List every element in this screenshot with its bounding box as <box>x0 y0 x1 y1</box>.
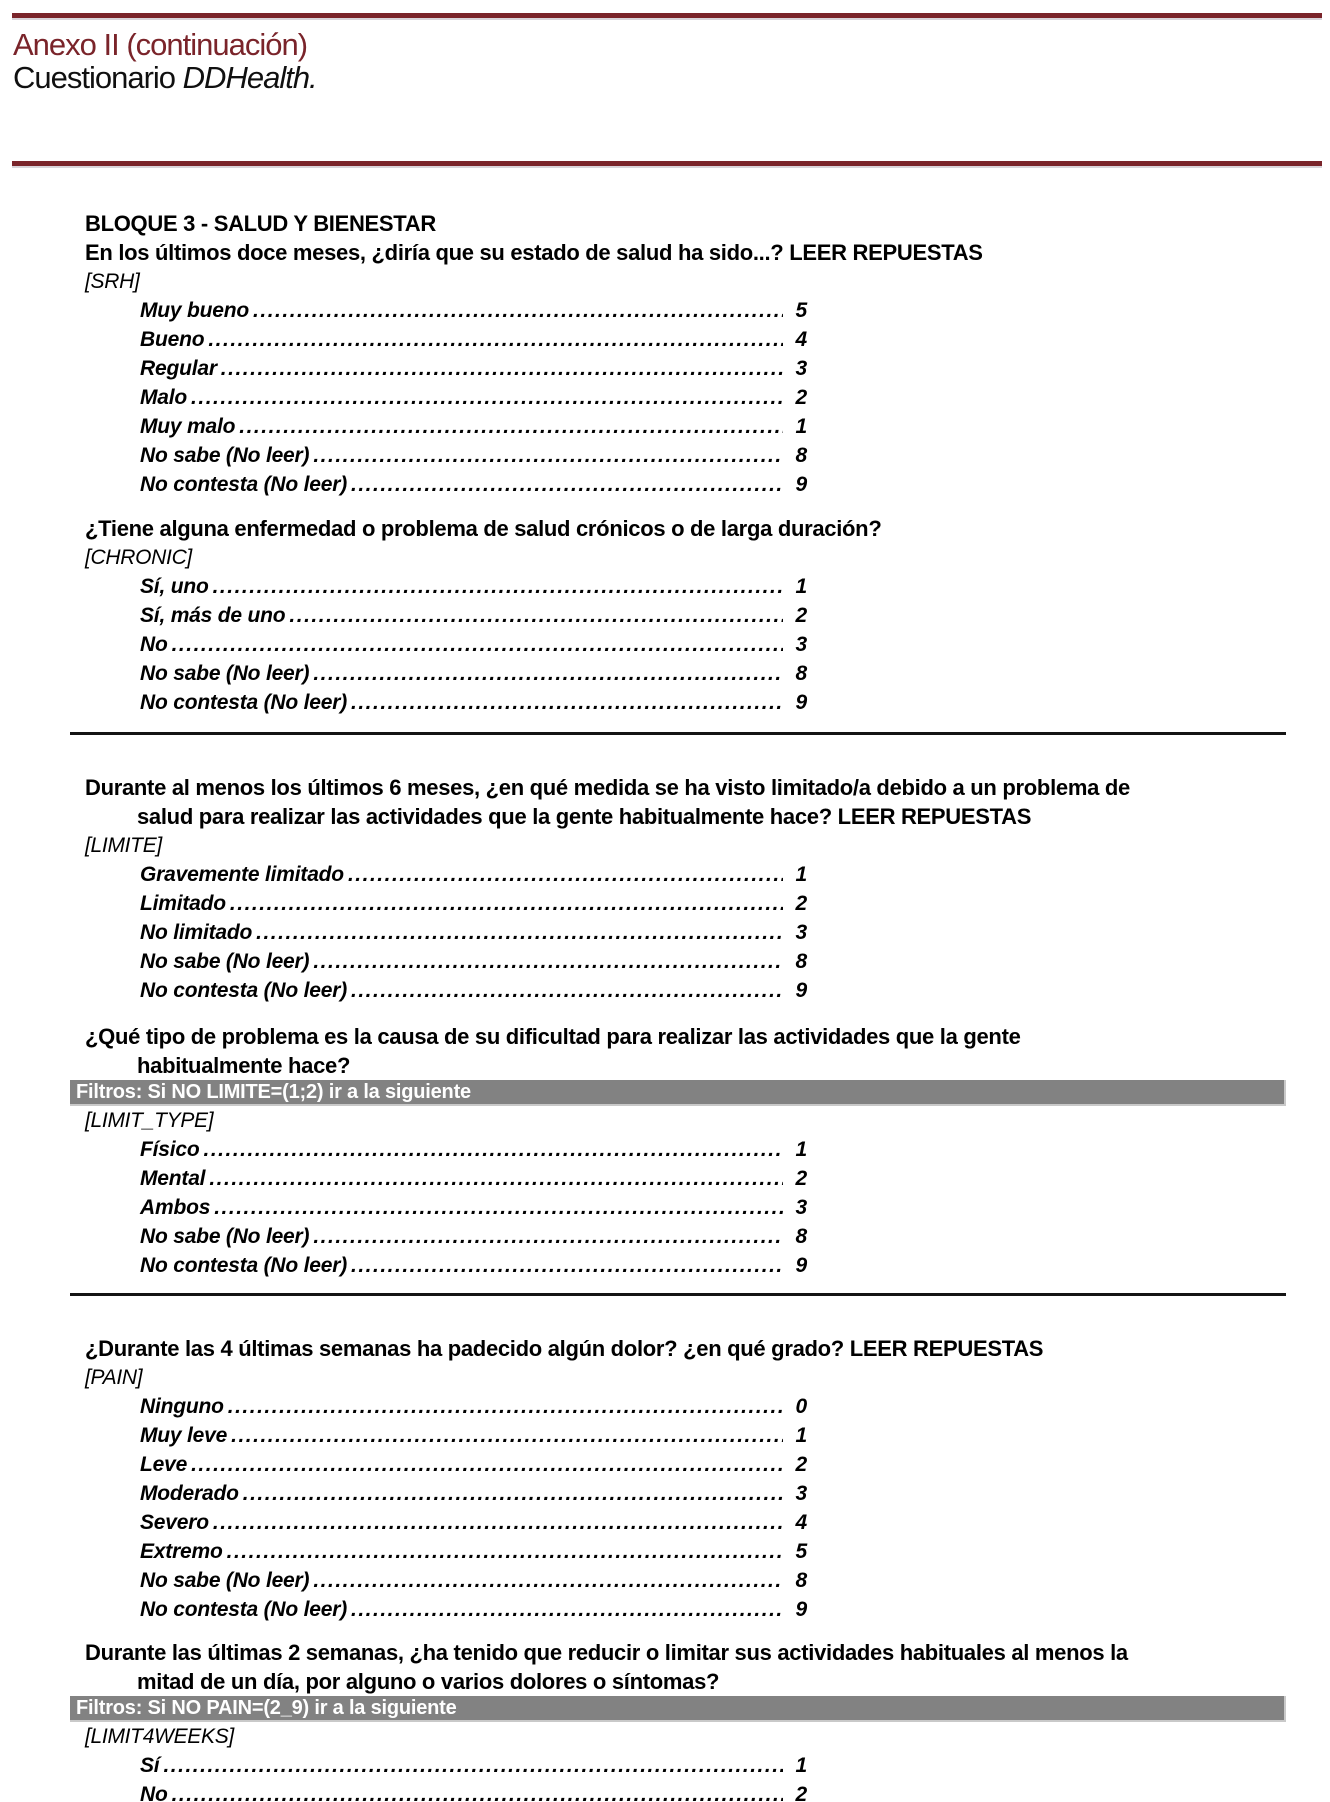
option-code: 3 <box>795 357 807 380</box>
answer-options <box>140 1392 807 1624</box>
dot-leader <box>239 1479 783 1508</box>
dot-leader <box>224 1392 783 1421</box>
question-text-line: salud para realizar las actividades que la gente habitualmente hace? LEER REPUESTAS <box>137 804 1032 829</box>
option-label: No sabe (No leer) <box>140 1225 310 1248</box>
annex-title: Anexo II (continuación) <box>13 27 308 62</box>
answer-options <box>140 296 807 499</box>
dot-leader <box>168 1780 783 1802</box>
option-label: Ninguno <box>140 1395 224 1418</box>
option-label: Muy leve <box>140 1424 228 1447</box>
option-label: Sí, más de uno <box>140 604 286 627</box>
answer-option <box>140 630 807 659</box>
dot-leader <box>347 1595 783 1624</box>
option-code: 8 <box>795 662 807 685</box>
option-label: Muy bueno <box>140 299 250 322</box>
question-text-line: mitad de un día, por alguno o varios dolores o síntomas? <box>137 1669 720 1694</box>
answer-option <box>140 976 807 1005</box>
answer-option <box>140 1780 807 1802</box>
option-label: No contesta (No leer) <box>140 979 347 1002</box>
questionnaire-title-prefix: Cuestionario <box>13 60 176 95</box>
variable-tag: [PAIN] <box>85 1366 143 1389</box>
option-code: 2 <box>795 1167 807 1190</box>
option-code: 8 <box>795 1225 807 1248</box>
option-code: 2 <box>795 386 807 409</box>
variable-tag: [LIMIT_TYPE] <box>85 1109 214 1132</box>
answer-option <box>140 1479 807 1508</box>
question-block-chronic <box>85 514 1330 717</box>
dot-leader <box>347 1251 783 1280</box>
option-label: No sabe (No leer) <box>140 662 310 685</box>
option-label: Físico <box>140 1138 200 1161</box>
question-text-line: ¿Qué tipo de problema es la causa de su dificultad para realizar las actividades que la gente <box>85 1024 1021 1049</box>
variable-tag: [LIMITE] <box>85 834 162 857</box>
option-code: 5 <box>795 299 807 322</box>
answer-option <box>140 470 807 499</box>
variable-tag: [SRH] <box>85 270 140 293</box>
answer-option <box>140 441 807 470</box>
answer-options <box>140 572 807 717</box>
dot-leader <box>309 1566 783 1595</box>
option-label: Limitado <box>140 892 226 915</box>
header-rule <box>12 161 1322 168</box>
option-code: 8 <box>795 1569 807 1592</box>
option-code: 3 <box>795 1196 807 1219</box>
content <box>0 209 1330 1802</box>
questionnaire-title <box>13 61 1330 94</box>
page-header <box>13 28 1330 94</box>
answer-option <box>140 918 807 947</box>
option-code: 8 <box>795 444 807 467</box>
answer-options <box>140 1751 807 1802</box>
option-code: 5 <box>795 1540 807 1563</box>
answer-option <box>140 1392 807 1421</box>
question-block-limite <box>85 773 1330 1005</box>
answer-option <box>140 1164 807 1193</box>
option-label: Bueno <box>140 328 205 351</box>
answer-option <box>140 1595 807 1624</box>
answer-option <box>140 296 807 325</box>
option-label: Sí, uno <box>140 575 209 598</box>
option-label: No sabe (No leer) <box>140 1569 310 1592</box>
option-code: 1 <box>795 1754 807 1777</box>
option-code: 2 <box>795 1783 807 1802</box>
option-code: 2 <box>795 604 807 627</box>
dot-leader <box>209 572 783 601</box>
option-label: Extremo <box>140 1540 223 1563</box>
dot-leader <box>210 1193 783 1222</box>
answer-option <box>140 572 807 601</box>
option-code: 1 <box>795 1138 807 1161</box>
filter-banner: Filtros: Si NO PAIN=(2_9) ir a la siguiente <box>70 1696 1286 1722</box>
dot-leader <box>226 889 783 918</box>
answer-option <box>140 412 807 441</box>
dot-leader <box>344 860 783 889</box>
option-label: Ambos <box>140 1196 211 1219</box>
answer-option <box>140 1251 807 1280</box>
section-divider <box>70 732 1286 735</box>
option-label: No sabe (No leer) <box>140 950 310 973</box>
answer-option <box>140 659 807 688</box>
dot-leader <box>209 1508 783 1537</box>
option-code: 3 <box>795 921 807 944</box>
option-code: 3 <box>795 633 807 656</box>
question-block-limit-type <box>76 1022 1330 1280</box>
option-code: 4 <box>795 328 807 351</box>
dot-leader <box>309 441 783 470</box>
option-code: 3 <box>795 1482 807 1505</box>
answer-options <box>140 860 807 1005</box>
dot-leader <box>204 325 783 354</box>
option-code: 4 <box>795 1511 807 1534</box>
option-code: 0 <box>795 1395 807 1418</box>
answer-option <box>140 860 807 889</box>
option-code: 1 <box>795 575 807 598</box>
answer-option <box>140 1222 807 1251</box>
option-code: 9 <box>795 1598 807 1621</box>
option-label: Sí <box>140 1754 160 1777</box>
option-code: 9 <box>795 691 807 714</box>
dot-leader <box>235 412 783 441</box>
answer-option <box>140 354 807 383</box>
option-code: 9 <box>795 979 807 1002</box>
answer-option <box>140 889 807 918</box>
question-text-line: ¿Tiene alguna enfermedad o problema de salud crónicos o de larga duración? <box>85 516 882 541</box>
dot-leader <box>223 1537 783 1566</box>
dot-leader <box>252 918 783 947</box>
option-label: Malo <box>140 386 188 409</box>
option-code: 2 <box>795 892 807 915</box>
answer-options <box>140 1135 807 1280</box>
dot-leader <box>205 1164 783 1193</box>
questionnaire-name: DDHealth. <box>182 60 317 95</box>
option-label: Severo <box>140 1511 209 1534</box>
option-code: 1 <box>795 415 807 438</box>
question-text-line: Durante las últimas 2 semanas, ¿ha tenido que reducir o limitar sus actividades habituales al menos la <box>85 1640 1128 1665</box>
question-block-pain <box>85 1334 1330 1624</box>
dot-leader <box>159 1751 783 1780</box>
answer-option <box>140 1566 807 1595</box>
option-label: Mental <box>140 1167 206 1190</box>
variable-tag: [CHRONIC] <box>85 546 192 569</box>
option-label: Muy malo <box>140 415 236 438</box>
option-code: 2 <box>795 1453 807 1476</box>
dot-leader <box>309 1222 783 1251</box>
option-label: No sabe (No leer) <box>140 444 310 467</box>
option-label: No contesta (No leer) <box>140 473 347 496</box>
dot-leader <box>187 383 783 412</box>
answer-option <box>140 1450 807 1479</box>
filter-banner: Filtros: Si NO LIMITE=(1;2) ir a la siguiente <box>70 1080 1286 1106</box>
option-code: 9 <box>795 473 807 496</box>
option-label: No <box>140 633 168 656</box>
answer-option <box>140 325 807 354</box>
top-accent-bar <box>12 13 1322 20</box>
dot-leader <box>347 976 783 1005</box>
question-text-line: Durante al menos los últimos 6 meses, ¿en qué medida se ha visto limitado/a debido a un problema de <box>85 775 1130 800</box>
answer-option <box>140 1193 807 1222</box>
option-code: 9 <box>795 1254 807 1277</box>
option-label: No <box>140 1783 168 1802</box>
block-title: BLOQUE 3 - SALUD Y BIENESTAR <box>85 211 436 236</box>
answer-option <box>140 1135 807 1164</box>
option-code: 1 <box>795 863 807 886</box>
dot-leader <box>309 659 783 688</box>
answer-option <box>140 947 807 976</box>
dot-leader <box>168 630 783 659</box>
dot-leader <box>217 354 783 383</box>
question-text-line: habitualmente hace? <box>137 1053 351 1078</box>
dot-leader <box>227 1421 783 1450</box>
option-code: 1 <box>795 1424 807 1447</box>
dot-leader <box>347 470 783 499</box>
option-label: Leve <box>140 1453 188 1476</box>
dot-leader <box>309 947 783 976</box>
dot-leader <box>249 296 783 325</box>
question-block-srh <box>85 209 1330 499</box>
option-label: Moderado <box>140 1482 239 1505</box>
option-label: No contesta (No leer) <box>140 691 347 714</box>
question-text-line: ¿Durante las 4 últimas semanas ha padecido algún dolor? ¿en qué grado? LEER REPUESTAS <box>85 1336 1044 1361</box>
dot-leader <box>285 601 783 630</box>
question-block-limit4weeks <box>76 1638 1330 1802</box>
answer-option <box>140 1508 807 1537</box>
option-label: No contesta (No leer) <box>140 1254 347 1277</box>
question-text-line: En los últimos doce meses, ¿diría que su estado de salud ha sido...? LEER REPUESTAS <box>85 240 983 265</box>
answer-option <box>140 688 807 717</box>
answer-option <box>140 1421 807 1450</box>
option-code: 8 <box>795 950 807 973</box>
answer-option <box>140 601 807 630</box>
dot-leader <box>187 1450 783 1479</box>
section-divider <box>70 1293 1286 1296</box>
option-label: No contesta (No leer) <box>140 1598 347 1621</box>
option-label: No limitado <box>140 921 253 944</box>
option-label: Regular <box>140 357 217 380</box>
answer-option <box>140 383 807 412</box>
answer-option <box>140 1537 807 1566</box>
variable-tag: [LIMIT4WEEKS] <box>85 1725 234 1748</box>
dot-leader <box>347 688 783 717</box>
answer-option <box>140 1751 807 1780</box>
option-label: Gravemente limitado <box>140 863 344 886</box>
dot-leader <box>199 1135 783 1164</box>
